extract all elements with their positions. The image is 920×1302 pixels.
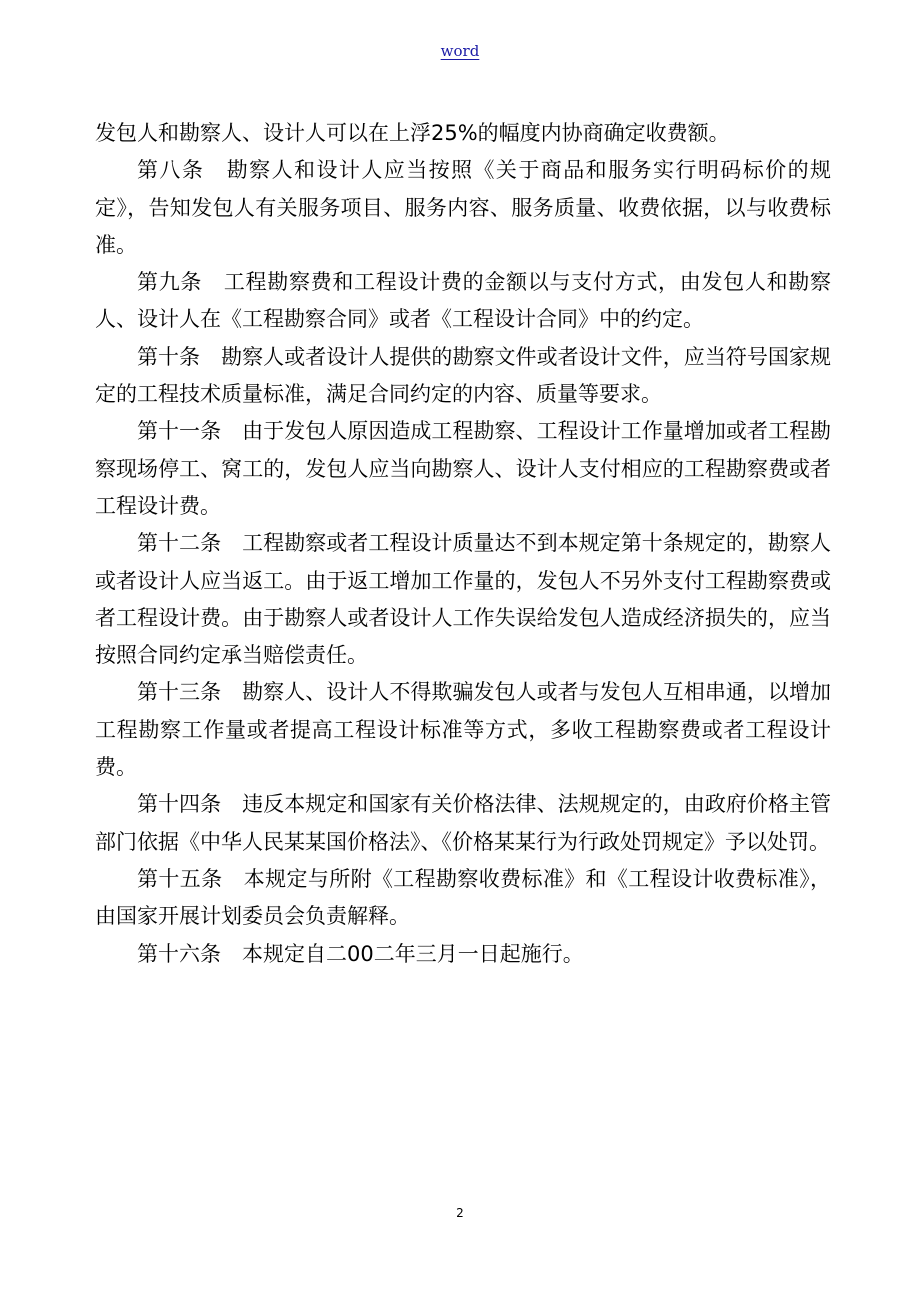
article-9: 第九条 工程勘察费和工程设计费的金额以与支付方式，由发包人和勘察人、设计人在《工程勘察合同》或者《工程设计合同》中的约定。 bbox=[95, 270, 831, 332]
article-11: 第十一条 由于发包人原因造成工程勘察、工程设计工作量增加或者工程勘察现场停工、窝工的，发包人应当向勘察人、设计人支付相应的工程勘察费或者工程设计费。 bbox=[95, 419, 831, 518]
article-14: 第十四条 违反本规定和国家有关价格法律、法规规定的，由政府价格主管部门依据《中华人民某某国价格法》、《价格某某行为行政处罚规定》予以处罚。 bbox=[95, 792, 831, 854]
article-16: 第十六条 本规定自二00二年三月一日起施行。 bbox=[137, 941, 584, 966]
paragraph-continuation: 发包人和勘察人、设计人可以在上浮25%的幅度内协商确定收费额。 bbox=[95, 121, 730, 145]
page-number: 2 bbox=[456, 1206, 464, 1220]
header-link[interactable]: word bbox=[440, 42, 480, 60]
article-10: 第十条 勘察人或者设计人提供的勘察文件或者设计文件，应当符号国家规定的工程技术质量标准，满足合同约定的内容、质量等要求。 bbox=[95, 344, 831, 407]
article-8: 第八条 勘察人和设计人应当按照《关于商品和服务实行明码标价的规定》，告知发包人有关服务项目、服务内容、服务质量、收费依据，以与收费标准。 bbox=[95, 158, 831, 257]
article-15: 第十五条 本规定与所附《工程勘察收费标准》和《工程设计收费标准》，由国家开展计划委员会负责解释。 bbox=[95, 866, 831, 929]
document-body bbox=[95, 115, 831, 973]
article-12: 第十二条 工程勘察或者工程设计质量达不到本规定第十条规定的，勘察人或者设计人应当返工。由于返工增加工作量的，发包人不另外支付工程勘察费或者工程设计费。由于勘察人或者设计人工作失误给发包人造成经济损失的，应当按照合同约定承当赔偿责任。 bbox=[95, 531, 831, 668]
article-13: 第十三条 勘察人、设计人不得欺骗发包人或者与发包人互相串通，以增加工程勘察工作量或者提高工程设计标准等方式，多收工程勘察费或者工程设计费。 bbox=[95, 680, 831, 780]
